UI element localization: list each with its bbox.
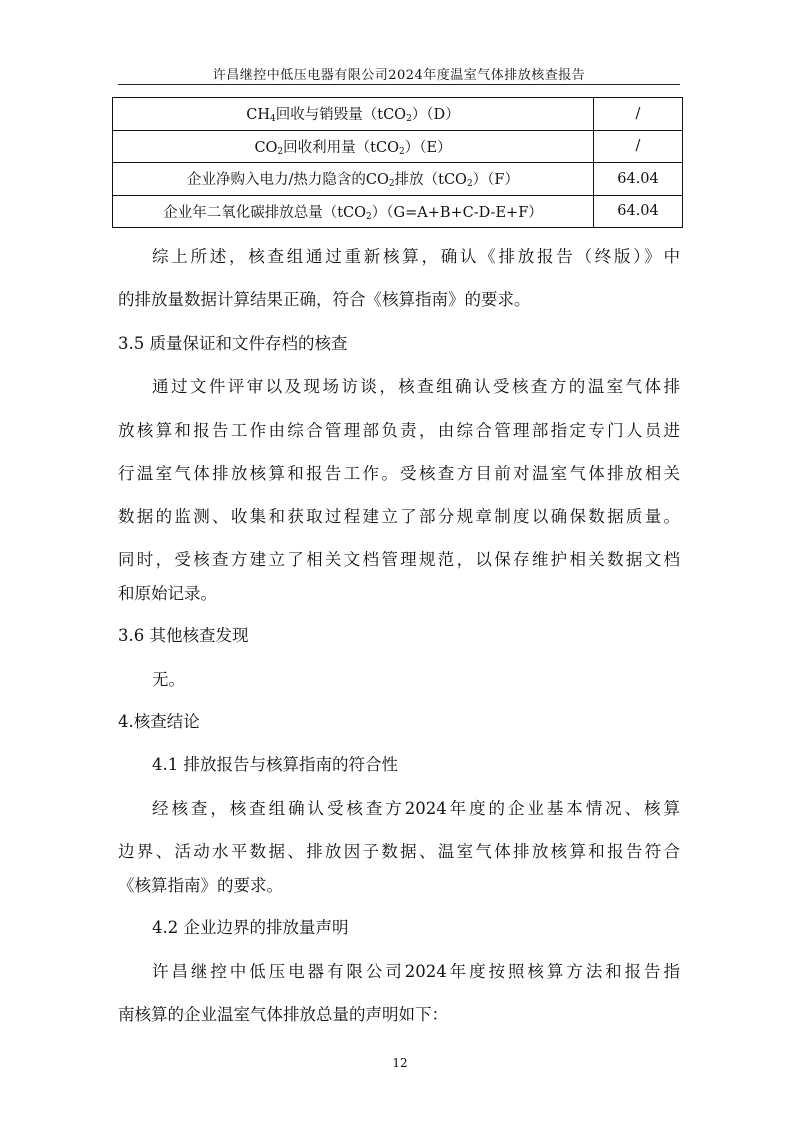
row-label: 企业年二氧化碳排放总量（tCO$_2$）（G=A+B+C-D-E+F）: [113, 195, 594, 228]
paragraph-line: 《核算指南》的要求。: [118, 876, 283, 895]
paragraph-line: 经核查，核查组确认受核查方2024年度的企业基本情况、核算: [152, 799, 680, 818]
paragraph-line: 和原始记录。: [118, 584, 217, 603]
paragraph-line: 许昌继控中低压电器有限公司2024年度按照核算方法和报告指: [152, 962, 680, 981]
paragraph-line: 边界、活动水平数据、排放因子数据、温室气体排放核算和报告符合: [118, 842, 680, 861]
row-value: 64.04: [594, 195, 683, 228]
paragraph-line: 通过文件评审以及现场访谈，核查组确认受核查方的温室气体排: [152, 377, 680, 396]
paragraph-line: 放核算和报告工作由综合管理部负责，由综合管理部指定专门人员进: [118, 421, 680, 440]
row-label: $CO_2$回收利用量（tCO$_2$）（E）: [113, 130, 594, 163]
summary-line-1: 综上所述，核查组通过重新核算，确认《排放报告（终版）》中: [152, 247, 680, 266]
section-3-6-text: 无。: [152, 670, 185, 689]
paragraph-line: 行温室气体排放核算和报告工作。受核查方目前对温室气体排放相关: [118, 464, 680, 483]
row-value: 64.04: [594, 163, 683, 196]
header-rule: [118, 84, 680, 85]
summary-line-2: 的排放量数据计算结果正确，符合《核算指南》的要求。: [118, 290, 531, 309]
paragraph-line: 同时，受核查方建立了相关文档管理规范，以保存维护相关数据文档: [118, 550, 680, 569]
table-row: [113, 195, 683, 228]
table-row: [113, 98, 683, 131]
row-label: $CH_4$回收与销毁量（tCO$_2$）（D）: [113, 98, 594, 131]
table-row: [113, 163, 683, 196]
section-4-1-heading: 4.1 排放报告与核算指南的符合性: [152, 755, 398, 774]
emissions-table: [112, 97, 683, 228]
paragraph-line: 数据的监测、收集和获取过程建立了部分规章制度以确保数据质量。: [118, 507, 680, 526]
row-value: /: [594, 130, 683, 163]
table-row: [113, 130, 683, 163]
section-3-5-heading: 3.5 质量保证和文件存档的核查: [118, 334, 348, 353]
page-number: 12: [392, 1056, 408, 1070]
paragraph-line: 南核算的企业温室气体排放总量的声明如下：: [118, 1005, 448, 1024]
row-value: /: [594, 98, 683, 131]
section-4-2-heading: 4.2 企业边界的排放量声明: [152, 918, 349, 937]
running-header: 许昌继控中低压电器有限公司2024年度温室气体排放核查报告: [212, 68, 586, 83]
row-label: 企业净购入电力/热力隐含的$CO_2$排放（tCO$_2$）（F）: [113, 163, 594, 196]
section-4-heading: 4.核查结论: [118, 712, 200, 731]
section-3-6-heading: 3.6 其他核查发现: [118, 626, 249, 645]
